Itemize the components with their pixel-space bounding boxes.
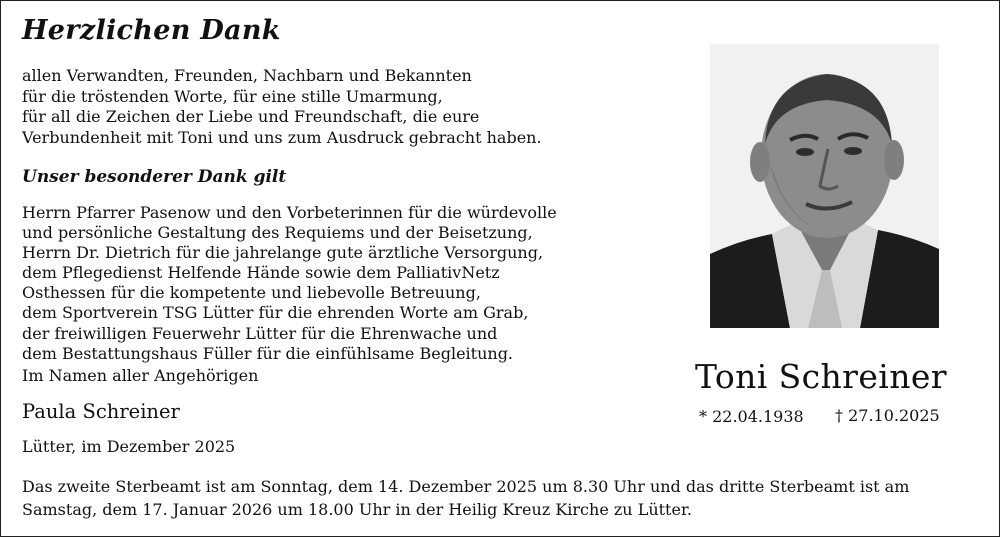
thanks-line: dem Sportverein TSG Lütter für die ehrenden Worte am Grab, xyxy=(22,303,529,323)
thanks-line: der freiwilligen Feuerwehr Lütter für die Ehrenwache und xyxy=(22,323,498,343)
portrait-image xyxy=(710,44,939,328)
service-info xyxy=(22,475,909,521)
thanks-line: dem Pflegedienst Helfende Hände sowie dem PalliativNetz xyxy=(22,263,500,283)
intro-paragraph xyxy=(22,66,542,148)
thanks-paragraph xyxy=(22,203,557,364)
thanks-line: dem Bestattungshaus Füller für die einfühlsame Begleitung. xyxy=(22,343,514,363)
signer-name: Paula Schreiner xyxy=(22,400,180,423)
notice-heading: Herzlichen Dank xyxy=(22,15,281,46)
deceased-name: Toni Schreiner xyxy=(695,357,947,396)
thanks-line: Herrn Pfarrer Pasenow und den Vorbeterinnen für die würdevolle xyxy=(22,203,557,222)
thanks-line: Herrn Dr. Dietrich für die jahrelange gute ärztliche Versorgung, xyxy=(22,243,544,263)
thanks-line: und persönliche Gestaltung des Requiems und der Beisetzung, xyxy=(22,223,533,243)
service-info-line: Samstag, dem 17. Januar 2026 um 18.00 Uhr in der Heilig Kreuz Kirche zu Lütter. xyxy=(22,500,692,519)
place-date: Lütter, im Dezember 2025 xyxy=(22,437,236,456)
intro-line: allen Verwandten, Freunden, Nachbarn und Bekannten xyxy=(22,66,472,85)
service-info-line: Das zweite Sterbeamt ist am Sonntag, dem 14. Dezember 2025 um 8.30 Uhr und das dritte Sterbeamt ist am xyxy=(22,477,910,496)
intro-line: für all die Zeichen der Liebe und Freundschaft, die eure xyxy=(22,107,480,126)
special-thanks-heading: Unser besonderer Dank gilt xyxy=(22,167,287,187)
portrait-photo xyxy=(710,44,939,328)
thanks-line: Osthessen für die kompetente und liebevolle Betreuung, xyxy=(22,283,481,303)
closing-line: Im Namen aller Angehörigen xyxy=(22,366,259,385)
death-date: † 27.10.2025 xyxy=(835,406,940,425)
intro-line: Verbundenheit mit Toni und uns zum Ausdruck gebracht haben. xyxy=(22,127,542,147)
intro-line: für die tröstenden Worte, für eine stille Umarmung, xyxy=(22,86,443,106)
birth-date: * 22.04.1938 xyxy=(699,407,804,426)
